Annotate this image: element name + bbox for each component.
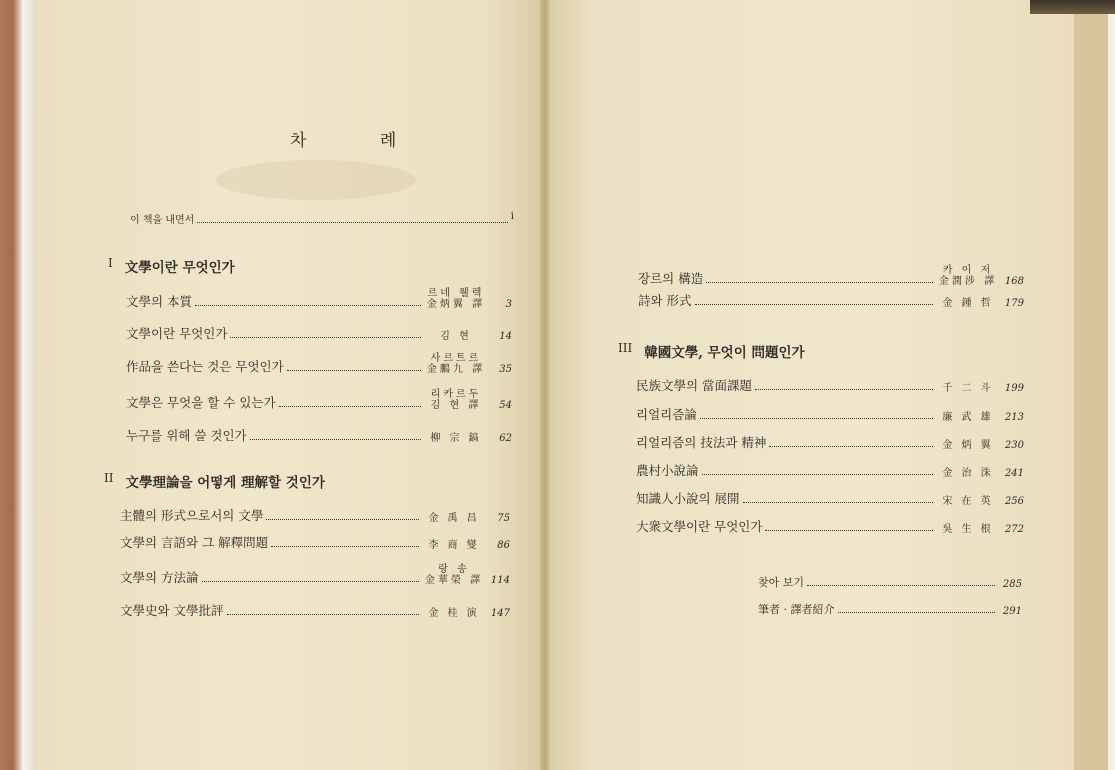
toc-entry-page: 114 <box>490 575 510 586</box>
section-title: 文學理論을 어떻게 理解할 것인가 <box>125 475 325 491</box>
toc-entry-page: i <box>510 211 514 222</box>
toc-entry-index[interactable] <box>758 574 1022 590</box>
toc-entry-author: 르네 웰렉 金炳翼 譯 <box>426 288 486 310</box>
toc-entry-author: 金 治 洙 <box>942 468 994 479</box>
toc-entry[interactable] <box>636 489 1024 507</box>
toc-entry-title: 누구를 위해 쓸 것인가 <box>126 428 247 443</box>
toc-entry-page: 168 <box>1004 276 1024 287</box>
toc-entry-author: 千 二 斗 <box>942 383 994 394</box>
section-title: 韓國文學, 무엇이 問題인가 <box>644 345 805 361</box>
leader-dots <box>695 304 933 305</box>
toc-entry-author: 金 炳 翼 <box>942 440 994 451</box>
toc-entry-title: 장르의 構造 <box>638 271 704 286</box>
toc-entry-author: 宋 在 英 <box>942 496 994 507</box>
toc-entry-author: 카 이 저 金潤涉 譯 <box>938 265 998 287</box>
toc-entry-author: 金 禹 昌 <box>428 513 480 524</box>
toc-entry[interactable] <box>636 461 1024 479</box>
toc-entry[interactable] <box>636 517 1024 535</box>
toc-entry-page: 54 <box>499 400 512 411</box>
toc-entry-title: 文學은 무엇을 할 수 있는가 <box>126 395 276 410</box>
section-numeral: II <box>104 471 114 485</box>
toc-entry-intro[interactable] <box>130 211 514 226</box>
toc-entry[interactable] <box>120 564 510 586</box>
toc-entry-page: 272 <box>1004 524 1024 535</box>
leader-dots <box>769 446 933 447</box>
leader-dots <box>279 406 421 407</box>
book-spine <box>540 0 550 770</box>
toc-entry-author: 사르트르 金鵬九 譯 <box>426 353 486 375</box>
section-title: 文學이란 무엇인가 <box>124 260 235 276</box>
left-page <box>36 0 544 770</box>
toc-entry-page: 62 <box>499 433 512 444</box>
leader-dots <box>743 502 933 503</box>
toc-entry-page: 285 <box>1002 579 1022 590</box>
toc-entry-author: 리카르두 김 현 譯 <box>430 389 482 411</box>
toc-entry[interactable] <box>636 405 1024 423</box>
toc-entry-page: 147 <box>490 608 510 619</box>
page-stack-edge-right <box>1074 8 1108 770</box>
section-heading-1 <box>108 256 235 276</box>
toc-entry-title: 文學의 言語와 그 解釋問題 <box>120 535 269 550</box>
toc-entry[interactable] <box>126 324 512 342</box>
toc-entry-title: 農村小說論 <box>636 463 699 478</box>
toc-entry-title: 文學의 本質 <box>126 294 193 309</box>
toc-entry-author: 柳 宗 鎬 <box>430 433 482 444</box>
page-stack-edge-left <box>22 0 36 770</box>
toc-entry[interactable] <box>636 376 1024 394</box>
toc-entry-title: 主體의 形式으로서의 文學 <box>120 508 264 523</box>
toc-entry-page: 291 <box>1002 606 1022 617</box>
toc-entry[interactable] <box>638 291 1024 309</box>
toc-entry-page: 213 <box>1004 412 1024 423</box>
leader-dots <box>202 581 419 582</box>
toc-entry-author: 吳 生 根 <box>942 524 994 535</box>
page-title: 차 례 <box>290 131 431 151</box>
section-numeral: III <box>618 341 633 355</box>
toc-entry-author: 랑 송 金華榮 譯 <box>424 564 484 586</box>
toc-entry-author: 金 桂 演 <box>428 608 480 619</box>
toc-entry[interactable] <box>638 265 1024 287</box>
toc-entry-title: 作品을 쓴다는 것은 무엇인가 <box>126 359 284 374</box>
toc-entry-page: 256 <box>1004 496 1024 507</box>
leader-dots <box>755 389 933 390</box>
toc-entry[interactable] <box>636 433 1024 451</box>
toc-entry[interactable] <box>126 353 512 375</box>
leader-dots <box>227 614 419 615</box>
toc-entry[interactable] <box>120 601 510 619</box>
leader-dots <box>266 519 419 520</box>
toc-entry[interactable] <box>120 533 510 551</box>
toc-entry-title: 文學의 方法論 <box>120 570 199 585</box>
section-numeral: I <box>108 256 113 270</box>
toc-entry-page: 86 <box>497 540 510 551</box>
toc-entry-page: 179 <box>1004 298 1024 309</box>
toc-entry-title: 筆者 · 譯者紹介 <box>758 603 835 616</box>
leader-dots <box>838 612 996 613</box>
toc-entry[interactable] <box>126 426 512 444</box>
leader-dots <box>765 530 933 531</box>
leader-dots <box>195 305 421 306</box>
leader-dots <box>706 282 933 283</box>
leader-dots <box>287 370 421 371</box>
toc-entry-page: 230 <box>1004 440 1024 451</box>
toc-entry-title: 리얼리즘論 <box>636 407 697 422</box>
toc-entry-title: 찾아 보기 <box>758 576 805 589</box>
toc-entry-title: 文學이란 무엇인가 <box>126 326 228 341</box>
leader-dots <box>702 474 933 475</box>
section-heading-3 <box>618 341 805 361</box>
toc-entry[interactable] <box>120 506 510 524</box>
toc-entry[interactable] <box>126 389 512 411</box>
toc-entry-title: 文學史와 文學批評 <box>120 603 224 618</box>
toc-entry-page: 241 <box>1004 468 1024 479</box>
toc-entry-title: 이 책을 내면서 <box>130 215 195 226</box>
toc-entry-title: 知識人小說의 展開 <box>636 491 740 506</box>
leader-dots <box>807 585 995 586</box>
leader-dots <box>700 418 933 419</box>
background-corner <box>1030 0 1115 14</box>
toc-entry-page: 3 <box>505 299 512 310</box>
leader-dots <box>197 211 507 223</box>
section-heading-2 <box>104 471 325 491</box>
toc-entry-page: 14 <box>499 331 512 342</box>
toc-entry-title: 詩와 形式 <box>638 293 692 308</box>
toc-entry-page: 75 <box>497 513 510 524</box>
toc-entry-contributors[interactable] <box>758 601 1022 617</box>
toc-entry-author: 金 鍾 哲 <box>942 298 994 309</box>
toc-entry-title: 리얼리즘의 技法과 精神 <box>636 435 767 450</box>
toc-entry-author: 廉 武 雄 <box>942 412 994 423</box>
leader-dots <box>250 439 421 440</box>
toc-entry-author: 김 현 <box>440 331 472 342</box>
paper-stain <box>216 160 416 200</box>
toc-entry-title: 民族文學의 當面課題 <box>636 378 753 393</box>
toc-entry[interactable] <box>126 288 512 310</box>
leader-dots <box>271 546 419 547</box>
book-cover-edge <box>0 0 22 770</box>
toc-entry-page: 35 <box>499 364 512 375</box>
toc-entry-page: 199 <box>1004 383 1024 394</box>
toc-entry-title: 大衆文學이란 무엇인가 <box>636 519 763 534</box>
leader-dots <box>230 337 421 338</box>
toc-entry-author: 李 商 燮 <box>428 540 480 551</box>
